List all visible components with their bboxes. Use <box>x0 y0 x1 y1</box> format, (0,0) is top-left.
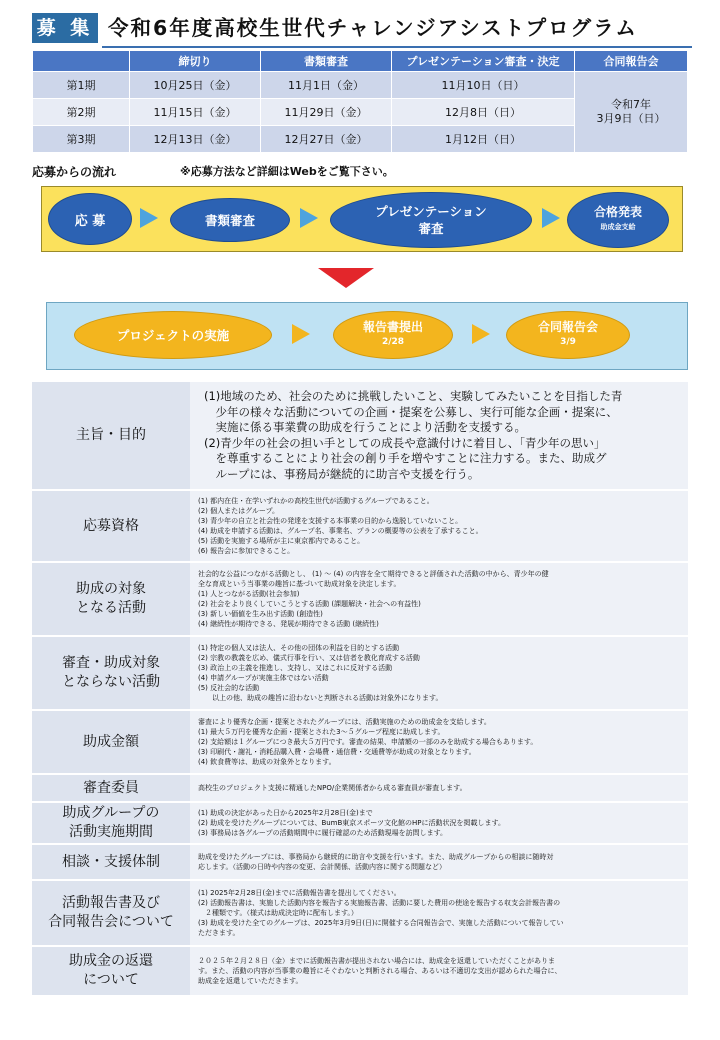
arrow-right-icon <box>140 208 158 228</box>
info-value-line: を尊重することにより社会の創り手を増やすことに注力する。また、助成グ <box>204 451 607 465</box>
info-key-line: 助成の対象 <box>76 581 146 597</box>
info-row <box>32 562 688 636</box>
page-title: 令和6年度高校生世代チャレンジアシストプログラム <box>102 10 692 48</box>
presentation-cell: 11月10日（日） <box>392 72 575 99</box>
flow-step-title: 合同報告会 <box>537 320 598 334</box>
flow-step-title-2: 審査 <box>418 221 444 236</box>
info-value-line: (1) 人とつながる活動(社会参加) <box>198 590 300 598</box>
info-value-line: ただきます。 <box>198 929 240 937</box>
screening-cell: 12月27日（金） <box>261 126 392 153</box>
info-value-line: ２０２５年２月２８日（金）までに活動報告書が提出されない場合には、助成金を返還していただくことがありま <box>198 957 555 965</box>
screening-cell: 11月29日（金） <box>261 99 392 126</box>
info-key-line: 活動報告書及び <box>62 895 160 911</box>
info-value-line: (2) 助成を受けたグループについては、BumB東京スポーツ文化館のHPに活動状況を掲載します。 <box>198 819 505 827</box>
flow-step-document-screening <box>170 198 290 242</box>
info-value-line: (1) 都内在住・在学いずれかの高校生世代が活動するグループであること。 <box>198 497 434 505</box>
info-row <box>32 774 688 802</box>
info-value-line: (1) 最大５万円を優秀な企画・提案とされた3～５グループ程度に助成します。 <box>198 728 445 736</box>
flow-step-result <box>567 192 669 248</box>
flow-step-title: 書類審査 <box>204 213 255 228</box>
info-value-line: (2) 宗教の教義を広め、儀式行事を行い、又は信者を教化育成する活動 <box>198 654 420 662</box>
info-value <box>190 844 688 880</box>
info-value <box>190 802 688 844</box>
flow-label: 応募からの流れ <box>32 165 117 179</box>
arrow-down-icon <box>318 268 374 288</box>
arrow-right-icon <box>292 324 310 344</box>
info-value <box>190 710 688 774</box>
arrow-right-icon <box>300 208 318 228</box>
info-value-line: 助成金を返還していただきます。 <box>198 977 303 985</box>
info-value <box>190 946 688 996</box>
info-value-line: (3) 青少年の自立と社会性の発達を支援する本事業の目的から逸脱していないこと。 <box>198 517 463 525</box>
info-value-line: 高校生のプロジェクト支援に精通したNPO/企業関係者から成る審査員が審査します。 <box>198 784 467 792</box>
schedule-header-screening: 書類審査 <box>261 51 392 72</box>
info-value-line: (1) 2025年2月28日(金)までに活動報告書を提出してください。 <box>198 889 401 897</box>
info-value-line: 以上の他、助成の趣旨に沿わないと判断される活動は対象外になります。 <box>198 694 443 702</box>
info-value-line: (4) 継続性が期待できる、発展が期待できる活動 (継続性) <box>198 620 379 628</box>
info-value <box>190 562 688 636</box>
schedule-header-presentation: プレゼンテーション審査・決定 <box>392 51 575 72</box>
meeting-year: 令和7年 <box>611 98 651 111</box>
info-value-line: 応します。（活動の日時や内容の変更、会計関係、活動内容に関する問題など） <box>198 863 446 871</box>
info-key <box>32 382 190 490</box>
term-cell: 第2期 <box>33 99 130 126</box>
info-value-line: (3) 事務局は各グループの活動期間中に履行確認のため活動現場を訪問します。 <box>198 829 448 837</box>
info-value-line: ループには、事務局が継続的に助言や支援を行う。 <box>204 466 480 481</box>
flow-step-meeting <box>506 311 630 359</box>
info-value-line: (5) 反社会的な活動 <box>198 684 260 692</box>
info-value-line: (4) 飲食費等は、助成の対象外となります。 <box>198 758 336 766</box>
info-value <box>190 636 688 710</box>
arrow-right-icon <box>542 208 560 228</box>
flow-step-title: プレゼンテーション <box>375 204 487 219</box>
info-key <box>32 490 190 562</box>
flow-step-report <box>333 311 453 359</box>
info-value <box>190 880 688 946</box>
table-row <box>33 72 688 99</box>
info-row <box>32 844 688 880</box>
info-value-line: (2) 活動報告書は、実施した活動内容を報告する実施報告書、活動に要した費用の使途を報告する収支会計報告書の <box>198 899 561 907</box>
info-key-line: 助成金の返還 <box>69 953 153 969</box>
info-key <box>32 710 190 774</box>
info-key <box>32 844 190 880</box>
deadline-cell: 12月13日（金） <box>130 126 261 153</box>
arrow-right-icon <box>472 324 490 344</box>
meeting-date-cell <box>575 72 688 153</box>
info-value-line: 全な育成という当事業の趣旨に基づいて助成対象を決定します。 <box>198 580 401 588</box>
info-key <box>32 880 190 946</box>
info-value <box>190 382 688 490</box>
flow-step-project <box>74 311 272 359</box>
info-value-line: (6) 報告会に参加できること。 <box>198 547 295 555</box>
info-value-line: (2) 社会をより良くしていこうとする活動 (課題解決・社会への有益性) <box>198 600 421 608</box>
info-value-line: (3) 印刷代・謝礼・消耗品購入費・会場費・通信費・交通費等が助成の対象となります。 <box>198 748 476 756</box>
info-table <box>32 382 688 997</box>
info-value-line: ２種類です。（様式は助成決定時に配布します。） <box>198 909 358 917</box>
flow-step-title: 報告書提出 <box>362 320 423 334</box>
presentation-cell: 1月12日（日） <box>392 126 575 153</box>
info-key-line: 活動実施期間 <box>69 824 153 840</box>
info-key-line: 審査委員 <box>83 779 139 796</box>
info-value-line: 審査により優秀な企画・提案とされたグループには、活動実施のための助成金を支給します。 <box>198 718 491 726</box>
info-row <box>32 946 688 996</box>
info-row <box>32 880 688 946</box>
info-key-line: となる活動 <box>76 600 146 616</box>
info-value-line: (1) 特定の個人又は法人、その他の団体の利益を目的とする活動 <box>198 644 400 652</box>
flow-step-sub: 3/9 <box>560 337 576 347</box>
schedule-table <box>32 50 688 153</box>
flow-step-title: 応 募 <box>74 213 106 229</box>
info-value-line: 社会的な公益につながる活動とし、 (1) ～ (4) の内容を全て期待できると評価された活動の中から、青少年の健 <box>198 570 549 578</box>
info-value-line: (2) 個人またはグループ。 <box>198 507 280 515</box>
flow-step-sub: 助成金支給 <box>600 223 636 231</box>
info-key <box>32 562 190 636</box>
presentation-cell: 12月8日（日） <box>392 99 575 126</box>
info-value-line: (4) 助成を申請する活動は、グループ名、事業名、プランの概要等の公表を了承すること。 <box>198 527 483 535</box>
info-key <box>32 946 190 996</box>
info-key <box>32 802 190 844</box>
info-key-line: 審査・助成対象 <box>62 655 160 671</box>
info-key-line: 合同報告会について <box>48 914 174 930</box>
info-key-line: とならない活動 <box>62 674 160 690</box>
info-value-line: (3) 新しい価値を生み出す活動 (創造性) <box>198 610 323 618</box>
info-row <box>32 382 688 490</box>
term-cell: 第3期 <box>33 126 130 153</box>
schedule-header-deadline: 締切り <box>130 51 261 72</box>
info-key-line: 助成グループの <box>62 805 160 821</box>
term-cell: 第1期 <box>33 72 130 99</box>
meeting-day: 3月9日（日） <box>596 112 666 125</box>
flow-note: ※応募方法など詳細はWebをご覧下さい。 <box>180 165 394 178</box>
info-value-line: (3) 助成を受けた全てのグループは、2025年3月9日(日)に開催する合同報告会で、実施した活動について報告してい <box>198 919 564 927</box>
flow-step-apply <box>48 193 132 245</box>
info-row <box>32 490 688 562</box>
info-row <box>32 802 688 844</box>
info-value-line: 少年の様々な活動についての企画・提案を公募し、実行可能な企画・提案に、 <box>204 404 618 419</box>
info-value-line: (1)地域のため、社会のために挑戦したいこと、実験してみたいことを目指した青 <box>204 389 623 403</box>
info-row <box>32 710 688 774</box>
deadline-cell: 10月25日（金） <box>130 72 261 99</box>
info-key <box>32 774 190 802</box>
flow-step-sub: 2/28 <box>381 337 405 347</box>
info-value <box>190 490 688 562</box>
info-value-line: (4) 申請グループが実施主体ではない活動 <box>198 674 329 682</box>
info-value-line: (5) 活動を実施する場所が主に東京都内であること。 <box>198 537 365 545</box>
info-value-line: 実施に係る事業費の助成を行うことにより活動を支援する。 <box>204 420 526 434</box>
recruit-tag: 募 集 <box>32 13 98 43</box>
info-row <box>32 636 688 710</box>
flow-step-title: プロジェクトの実施 <box>116 328 230 343</box>
info-key-line: 応募資格 <box>83 517 139 534</box>
schedule-header-meeting: 合同報告会 <box>575 51 688 72</box>
deadline-cell: 11月15日（金） <box>130 99 261 126</box>
screening-cell: 11月1日（金） <box>261 72 392 99</box>
info-key-line: 助成金額 <box>83 733 139 750</box>
info-value-line: (3) 政治上の主義を推進し、支持し、又はこれに反対する活動 <box>198 664 393 672</box>
info-value-line: す。また、活動の内容が当事業の趣旨にそぐわないと判断される場合、あるいは不適切な支出が認められた場合に、 <box>198 967 562 975</box>
info-value <box>190 774 688 802</box>
info-value-line: 助成を受けたグループには、事務局から継続的に助言や支援を行います。また、助成グループからの相談に随時対 <box>198 853 554 861</box>
schedule-header-term <box>33 51 130 72</box>
info-value-line: (2)青少年の社会の担い手としての成長や意識付けに着目し、「青少年の思い」 <box>204 435 606 450</box>
flow-step-presentation <box>330 192 532 248</box>
info-key-line: について <box>83 972 139 988</box>
info-key-line: 主旨・目的 <box>76 427 146 443</box>
page-header <box>32 10 688 44</box>
info-key <box>32 636 190 710</box>
flow-step-title: 合格発表 <box>593 205 642 219</box>
info-value-line: (2) 支給額は１グループにつき最大５万円です。審査の結果、申請額の一部のみを助成する場合もあります。 <box>198 738 538 746</box>
info-key-line: 相談・支援体制 <box>62 853 160 870</box>
info-value-line: (1) 助成の決定があった日から2025年2月28日(金)まで <box>198 809 373 817</box>
